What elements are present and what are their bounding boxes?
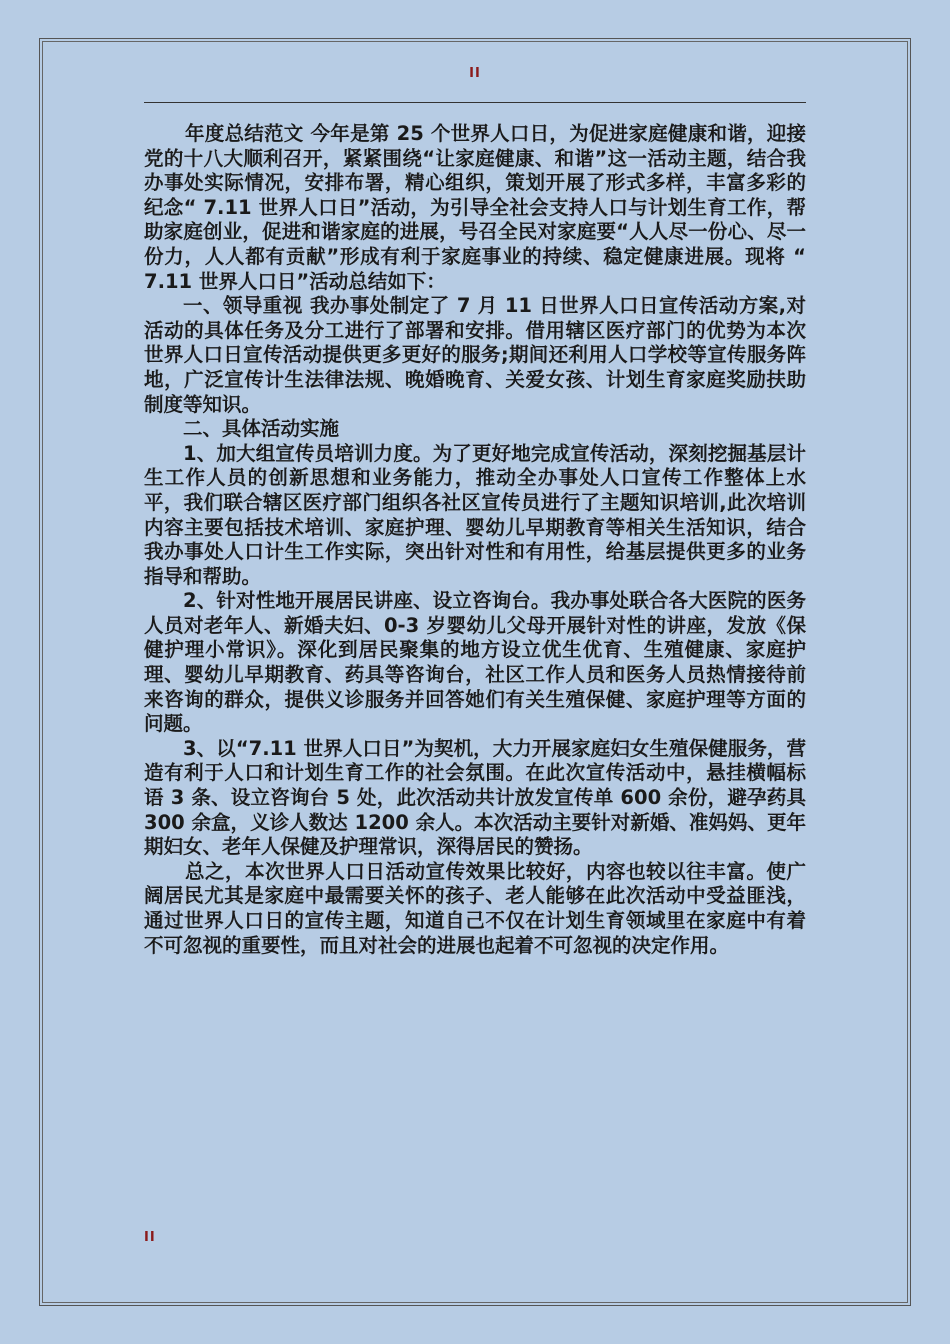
paragraph-item-3: 3、以“7.11 世界人口日”为契机，大力开展家庭妇女生殖保健服务，营造有利于人口和计划生育工作的社会氛围。在此次宣传活动中，悬挂横幅标语 3 条、设立咨询台 5 处，此次活动共计放发宣传单 600 余份，避孕药具 300 余盒，义诊人数达 1200 余人。本次活动主要针对新婚、准妈妈、更年期妇女、老年人保健及护理常识，深得居民的赞扬。 [144, 736, 806, 859]
paragraph-section-2-heading: 二、具体活动实施 [183, 417, 340, 441]
paragraph-item-1: 1、加大组宣传员培训力度。为了更好地完成宣传活动，深刻挖掘基层计生工作人员的创新思想和业务能力，推动全办事处人口宣传工作整体上水平，我们联合辖区医疗部门组织各社区宣传员进行了主题知识培训,此次培训内容主要包括技术培训、家庭护理、婴幼儿早期教育等相关生活知识，结合我办事处人口计生工作实际，突出针对性和有用性，给基层提供更多的业务指导和帮助。 [144, 441, 806, 588]
paragraph-conclusion: 总之，本次世界人口日活动宣传效果比较好，内容也较以往丰富。使广阔居民尤其是家庭中最需要关怀的孩子、老人能够在此次活动中受益匪浅，通过世界人口日的宣传主题，知道自己不仅在计划生育领域里在家庭中有着不可忽视的重要性，而且对社会的进展也起着不可忽视的决定作用。 [144, 859, 806, 957]
footer-mark: II [144, 1230, 156, 1245]
header-rule [144, 102, 806, 103]
header-mark: II [469, 66, 481, 81]
document-body [144, 122, 806, 958]
paragraph-item-2: 2、针对性地开展居民讲座、设立咨询台。我办事处联合各大医院的医务人员对老年人、新婚夫妇、0-3 岁婴幼儿父母开展针对性的讲座，发放《保健护理小常识》。深化到居民聚集的地方设立优生优育、生殖健康、家庭护理、婴幼儿早期教育、药具等咨询台，社区工作人员和医务人员热情接待前来咨询的群众，提供义诊服务并回答她们有关生殖保健、家庭护理等方面的问题。 [144, 589, 806, 736]
paragraph-section-1: 一、领导重视 我办事处制定了 7 月 11 日世界人口日宣传活动方案,对活动的具体任务及分工进行了部署和安排。借用辖区医疗部门的优势为本次世界人口日宣传活动提供更多更好的服务;期间还利用人口学校等宣传服务阵地，广泛宣传计生法律法规、晚婚晚育、关爱女孩、计划生育家庭奖励扶助制度等知识。 [144, 294, 806, 416]
paragraph-intro: 年度总结范文 今年是第 25 个世界人口日，为促进家庭健康和谐，迎接党的十八大顺利召开，紧紧围绕“让家庭健康、和谐”这一活动主题，结合我办事处实际情况，安排布署，精心组织，策划开展了形式多样，丰富多彩的纪念“ 7.11 世界人口日”活动，为引导全社会支持人口与计划生育工作，帮助家庭创业，促进和谐家庭的进展，号召全民对家庭要“人人尽一份心、尽一份力，人人都有贡献”形成有利于家庭事业的持续、稳定健康进展。现将 “ 7.11 世界人口日”活动总结如下： [144, 122, 806, 293]
